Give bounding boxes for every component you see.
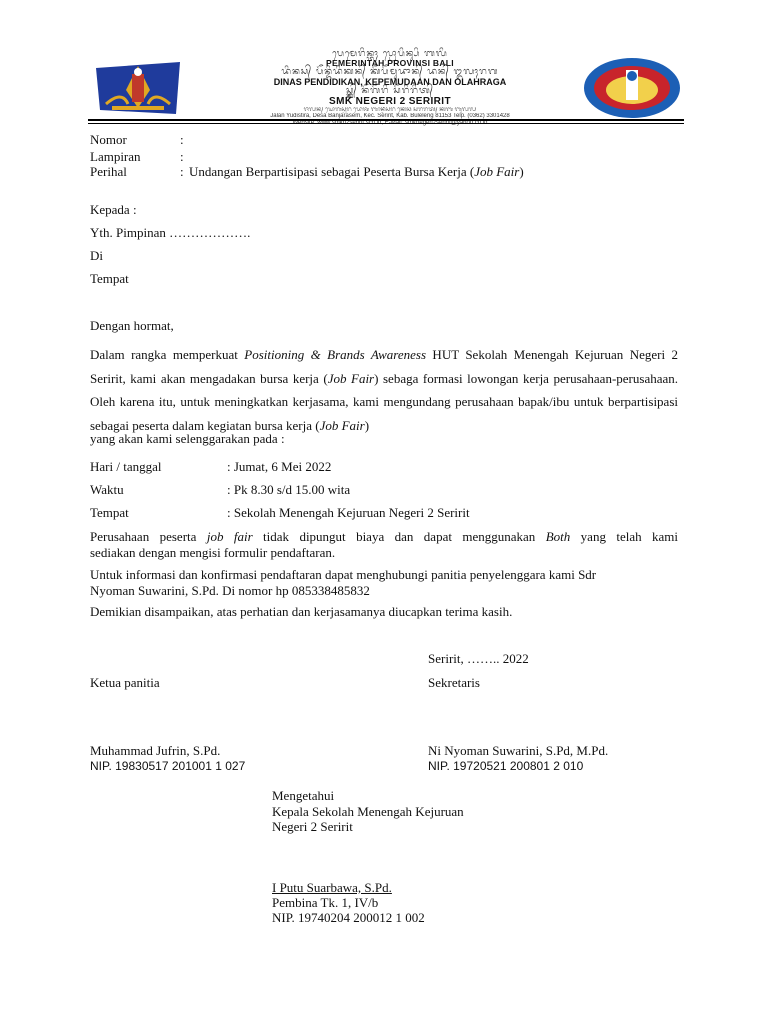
- nomor-colon: :: [180, 132, 184, 147]
- lampiran-label: Lampiran: [90, 149, 141, 164]
- p1-text: Dalam rangka memperkuat: [90, 347, 245, 362]
- p1-text: ) sebaga formasi lowongan kerja perusahaan-perusahaan. Oleh karena itu, untuk meningkatkan kerjasama, kami mengundang perusahaan bapak/ibu untuk berpartisipasi sebagai peserta dalam kegiatan bursa kerja (: [90, 370, 679, 433]
- p2-italic: Both: [545, 529, 571, 544]
- perihal-text: Undangan Berpartisipasi sebagai Peserta Bursa Kerja (: [189, 164, 475, 179]
- school-name: SMK NEGERI 2 SERIRIT: [329, 95, 451, 107]
- headmaster-nip: NIP. 19740204 200012 1 002: [272, 910, 425, 925]
- address-script: ᬚᬮᬦ᭄ ᬬᭀᬕᬶᬲ᭄ᬯᬭ ᬤᬾᬰ ᬩᬵᬦ᭄ᬚᬃᬲᬭᬶ ᬓᬾᬘ ᬲᭂᬭᬶᬭᬶᬢ᭄ ᬓᬩ ᬩᬸᬮᭂᬮᭂᬂ: [303, 107, 477, 114]
- fee-paragraph: [90, 529, 678, 561]
- bali-province-logo: [92, 60, 184, 116]
- fee-line-2: sediakan dengan mengisi formulir pendaftaran.: [90, 545, 336, 560]
- approval-label: Mengetahui: [272, 788, 335, 803]
- headmaster-rank: Pembina Tk. 1, IV/b: [272, 895, 379, 910]
- p2-text: Perusahaan peserta: [90, 529, 207, 544]
- headmaster-name: I Putu Suarbawa, S.Pd.: [272, 880, 392, 895]
- time-value: : Pk 8.30 s/d 15.00 wita: [227, 482, 351, 497]
- letterhead-text: [208, 50, 572, 126]
- fee-line-1: [90, 529, 678, 545]
- perihal-italic: Job Fair: [474, 164, 520, 179]
- perihal-colon: :: [180, 164, 184, 179]
- perihal-text-end: ): [519, 164, 524, 179]
- p2-text: tidak dipungut biaya dan dapat menggunakan: [252, 529, 546, 544]
- di: Di: [90, 248, 103, 263]
- balinese-script-line: ᬧᬾᬫᬾᬭᬶᬦ᭄ᬢᬄ ᬧ᭄ᬭᭀᬧᬶᬦ᭄ᬲᬶ ᬩᬮᬶ: [332, 49, 448, 59]
- right-signatory-name: Ni Nyoman Suwarini, S.Pd, M.Pd.: [428, 743, 609, 758]
- perihal-label: Perihal: [90, 164, 127, 179]
- balinese-script-line: ᬤᬶᬦᬲ᭄ ᬧᭂᬦ᭄ᬤᬶᬤᬶᬓᬦ᭄ ᬓᭂᬧᭂᬫᬸᬤᬵᬦ᭄ ᬤᬦ᭄ ᬑᬮᬄᬭᬕ: [281, 67, 499, 78]
- balinese-script-line: ᬲ᭄ᬫ᭄ᬓ᭄ ᬦᭂᬕᭂᬭᬶ ᬲᭂᬭᬶᬭᬶᬢ᭄: [346, 86, 434, 97]
- closing-paragraph: Demikian disampaikan, atas perhatian dan kerjasamanya diucapkan terima kasih.: [90, 604, 513, 619]
- greeting: Dengan hormat,: [90, 318, 174, 333]
- contact-line-2: Nyoman Suwarini, S.Pd. Di nomor hp 085338485832: [90, 583, 370, 598]
- left-signatory-nip: NIP. 19830517 201001 1 027: [90, 759, 246, 773]
- left-signatory-name: Muhammad Jufrin, S.Pd.: [90, 743, 221, 758]
- p1-italic: Job Fair: [319, 417, 365, 433]
- school-logo: [582, 56, 682, 120]
- department-name: DINAS PENDIDIKAN, KEPEMUDAAN DAN OLAHRAGA: [273, 76, 507, 87]
- letterhead-rule-thin: [88, 123, 684, 124]
- letterhead: [88, 50, 684, 126]
- approval-school: Negeri 2 Seririt: [272, 819, 353, 834]
- p1-italic: Positioning & Brands Awareness: [244, 347, 427, 362]
- place-date: Seririt, …….. 2022: [428, 651, 529, 666]
- p1-italic: Job Fair: [327, 370, 375, 386]
- right-role: Sekretaris: [428, 675, 480, 690]
- address: Jalan Yudistira, Desa Banjarasem, Kec. Seririt, Kab. Buleleng 81153 Telp. (0362) 3301428: [270, 113, 510, 120]
- perihal-value: [189, 164, 524, 180]
- lampiran-colon: :: [180, 149, 184, 164]
- main-paragraph: [90, 343, 678, 437]
- province-name: PEMERINTAH PROVINSI BALI: [326, 58, 454, 69]
- place-value: : Sekolah Menengah Kejuruan Negeri 2 Seririt: [227, 505, 470, 520]
- approval-title: Kepala Sekolah Menengah Kejuruan: [272, 804, 464, 819]
- place-label: Tempat: [90, 505, 129, 520]
- kepada: Kepada :: [90, 202, 137, 217]
- p1-text: HUT Sekolah Menengah Kejuruan Negeri 2 Seririt, kami akan mengadakan bursa kerja (: [90, 347, 678, 386]
- nomor-label: Nomor: [90, 132, 127, 147]
- p2-text: yang telah kami: [570, 529, 679, 544]
- right-signatory-nip: NIP. 19720521 200801 2 010: [428, 759, 584, 773]
- p1-last-line: yang akan kami selenggarakan pada :: [90, 431, 285, 446]
- recipient: Yth. Pimpinan ……………….: [90, 225, 251, 240]
- p2-italic: job fair: [206, 529, 253, 544]
- website-email: Website: www.smkn2seririt.sch.id, E-Mail: smknegeri2seririt@yahoo.co.id: [292, 119, 488, 126]
- day-label: Hari / tanggal: [90, 459, 162, 474]
- contact-line-1: Untuk informasi dan konfirmasi pendaftaran dapat menghubungi panitia penyelenggara kami Sdr: [90, 567, 597, 582]
- day-value: : Jumat, 6 Mei 2022: [227, 459, 332, 474]
- time-label: Waktu: [90, 482, 124, 497]
- tempat: Tempat: [90, 271, 129, 286]
- left-role: Ketua panitia: [90, 675, 160, 690]
- p1-text: ): [364, 417, 370, 433]
- contact-paragraph: [90, 567, 678, 599]
- letterhead-rule: [88, 119, 684, 121]
